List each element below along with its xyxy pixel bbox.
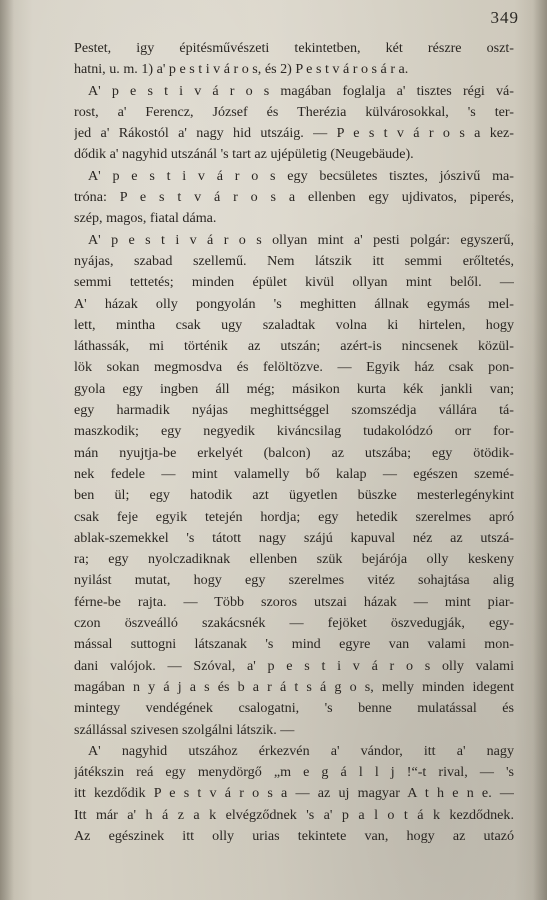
text-line: ra; egy nyolczadiknak ellenben szük bejárója olly keskeny <box>74 551 514 568</box>
text-line: ben ül; egy hatodik azt ügyetlen büszke mesterlegénykint <box>74 487 514 504</box>
body-text <box>74 38 514 847</box>
text-line: játékszin reá egy menydörgő „m e g á l l j !“-t rival, — 's <box>74 764 514 781</box>
text-line: A' p e s t i v á r o s ollyan mint a' pesti polgár: egyszerű, <box>88 231 514 248</box>
text-line: semmi tettetés; minden épület kivül ollyan mint belől. — <box>74 274 514 291</box>
text-line: mán nyujtja-be erkelyét (balcon) az utszába; egy ötödik- <box>74 444 514 461</box>
text-line: Az egészinek itt olly urias tekintete van, hogy az utazó <box>74 827 514 844</box>
text-line: lök sokan megmosdva és felöltözve. — Egyik ház csak pon- <box>74 359 514 376</box>
text-line: dődik a' nagyhid utszánál 's tart az ujépületig (Neugebäude). <box>74 146 414 163</box>
text-line: Pestet, igy épitésművészeti tekintetben, két részre oszt- <box>74 40 514 56</box>
text-line: láthassák, mi történik az utszán; azért-is nincsenek közül- <box>74 338 514 355</box>
text-line: csak feje egyik tetején hordja; egy hetedik szerelmes apró <box>74 508 514 525</box>
text-line: Itt már a' h á z a k elvégződnek 's a' p a l o t á k kezdődnek. <box>74 806 514 823</box>
text-line: szép, magos, fiatal dáma. <box>74 210 217 227</box>
text-line: A' nagyhid utszához érkezvén a' vándor, itt a' nagy <box>88 742 514 759</box>
text-line: A' p e s t i v á r o s egy becsületes tisztes, jószivű ma- <box>88 167 514 184</box>
text-line: ablak-szemekkel 's tátott nagy szájú kapuval néz az utszá- <box>74 529 514 546</box>
page-edge-shadow-right <box>533 0 547 900</box>
text-line: nyájas, szabad szellemű. Nem látszik itt semmi erőltetés, <box>74 252 514 269</box>
text-line: szállással szivesen szolgálni látszik. — <box>74 721 295 738</box>
text-line: mással suttogni látszanak 's mind egyre van valami mon- <box>74 636 514 653</box>
text-line: A' házak olly pongyolán 's meghitten állnak egymás mel- <box>74 295 514 312</box>
text-line: A' p e s t i v á r o s magában foglalja a' tisztes régi vá- <box>88 82 514 99</box>
text-line: lett, mintha csak ugy szaladtak volna ki hirtelen, hogy <box>74 316 514 333</box>
text-line: dani valójok. — Szóval, a' p e s t i v á r o s olly valami <box>74 657 514 674</box>
text-line: jed a' Rákostól a' nagy hid utszáig. — P e s t v á r o s a kez- <box>74 125 514 142</box>
text-line: rost, a' Ferencz, József és Therézia külvárosokkal, 's ter- <box>74 103 514 120</box>
text-line: tróna: P e s t v á r o s a ellenben egy ujdivatos, piperés, <box>74 189 514 206</box>
text-line: nek fedele — mint valamelly bő kalap — egészen szemé- <box>74 465 514 482</box>
text-line: maszkodik; egy negyedik kiváncsilag tudakolódzó orr for- <box>74 423 514 440</box>
page-number: 349 <box>490 8 519 27</box>
text-line: czon öszveálló szakácsnék — fejöket öszvedugják, egy- <box>74 615 514 632</box>
text-line: nyilást mutat, hogy egy szerelmes vitéz sohajtása alig <box>74 572 514 589</box>
text-line: egy harmadik nyájas meghittséggel szomszédja vállára tá- <box>74 402 514 419</box>
page-edge-shadow-left <box>0 0 14 900</box>
text-line: gyola egy ingben áll még; másikon kurta kék jankli van; <box>74 380 514 397</box>
text-line: hatni, u. m. 1) a' p e s t i v á r o s, és 2) P e s t v á r o s á r a. <box>74 61 409 78</box>
text-line: itt kezdődik P e s t v á r o s a — az uj magyar A t h e n e. — <box>74 785 514 802</box>
text-line: férne-be rajta. — Több szoros utszai házak — mint piar- <box>74 593 514 610</box>
text-line: mintegy vendégének csalogatni, 's benne mulatással és <box>74 700 514 717</box>
text-line: magában n y á j a s és b a r á t s á g o s, melly minden idegent <box>74 678 514 695</box>
